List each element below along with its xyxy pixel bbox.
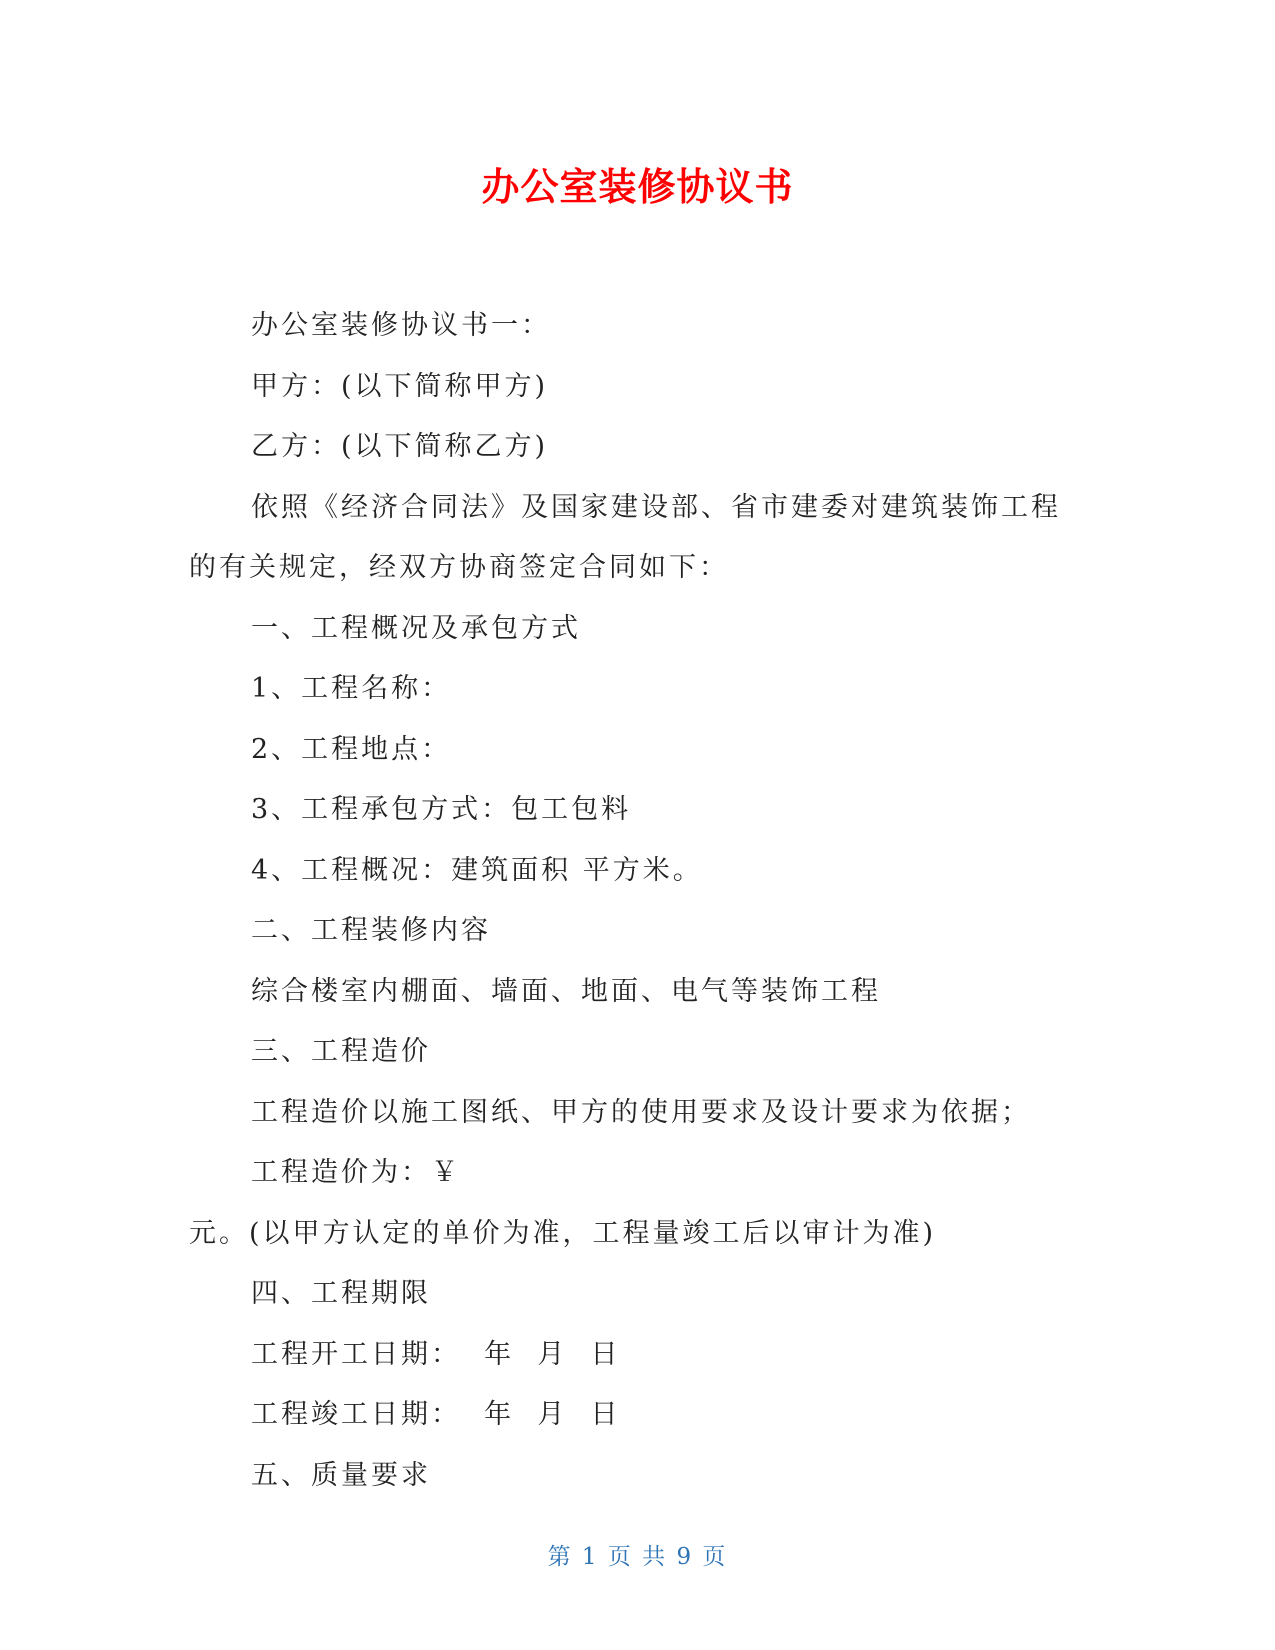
footer-suffix: 页: [702, 1544, 728, 1570]
paragraph: 工程竣工日期： 年 月 日: [251, 1399, 621, 1430]
footer-middle: 页 共: [607, 1544, 668, 1570]
party-b-line: 乙方：(以下简称乙方): [251, 431, 549, 462]
section-heading: 一、工程概况及承包方式: [251, 612, 581, 644]
list-item: 1、工程名称：: [251, 673, 452, 704]
section-heading: 三、工程造价: [251, 1036, 431, 1067]
list-item: 4、工程概况：建筑面积 平方米。: [251, 854, 703, 886]
document-body: [189, 296, 1079, 1506]
section-heading: 二、工程装修内容: [251, 915, 491, 946]
document-title: 办公室装修协议书: [481, 165, 794, 209]
list-item: 2、工程地点：: [251, 733, 452, 765]
party-a-line: 甲方：(以下简称甲方): [251, 370, 549, 402]
paragraph: 工程造价为：￥: [251, 1157, 461, 1188]
section-heading: 四、工程期限: [251, 1278, 431, 1309]
footer-current-page: 1: [581, 1544, 599, 1570]
page-footer: [0, 1542, 1275, 1572]
list-item: 3、工程承包方式：包工包料: [251, 794, 632, 825]
paragraph: 综合楼室内棚面、墙面、地面、电气等装饰工程: [251, 975, 881, 1007]
footer-total-pages: 9: [676, 1544, 694, 1570]
paragraph: 工程造价以施工图纸、甲方的使用要求及设计要求为依据；: [251, 1096, 1031, 1128]
paragraph: 工程开工日期： 年 月 日: [251, 1338, 621, 1370]
section-heading: 五、质量要求: [251, 1459, 431, 1491]
paragraph: 办公室装修协议书一：: [251, 310, 551, 341]
paragraph: 依照《经济合同法》及国家建设部、省市建委对建筑装饰工程的有关规定，经双方协商签定合同如下：: [189, 491, 1061, 583]
paragraph: 元。(以甲方认定的单价为准，工程量竣工后以审计为准): [189, 1217, 937, 1249]
footer-prefix: 第: [547, 1544, 573, 1570]
